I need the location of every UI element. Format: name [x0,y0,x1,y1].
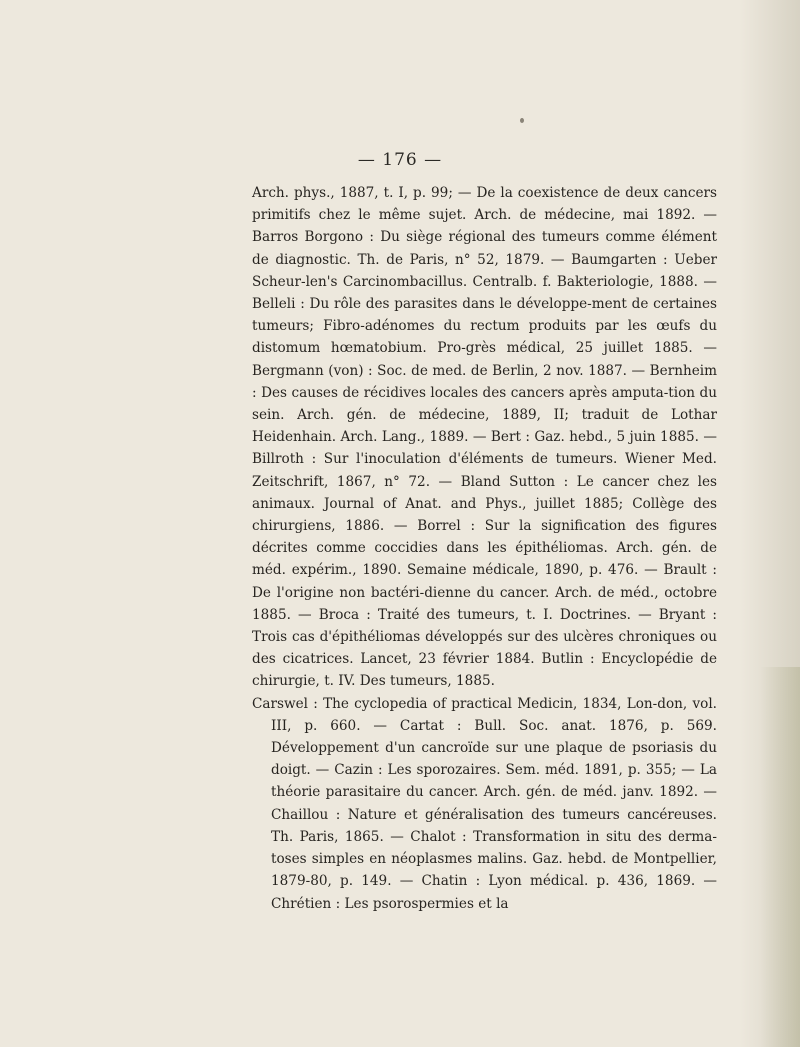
bibliography-paragraph-1: Arch. phys., 1887, t. I, p. 99; — De la coexistence de deux cancers primitifs chez le même sujet. Arch. de médecine, mai 1892. — Barros Borgono : Du siège régional des tumeurs comme élément de diagnostic. Th. de Paris, n° 52, 1879. — Baumgarten : Ueber Scheur-len's Carcinombacillus. Centralb. f. Bakteriologie, 1888. — Belleli : Du rôle des parasites dans le développe-ment de certaines tumeurs; Fibro-adénomes du rectum produits par les œufs du distomum hœmatobium. Pro-grès médical, 25 juillet 1885. — Bergmann (von) : Soc. de med. de Berlin, 2 nov. 1887. — Bernheim : Des causes de récidives locales des cancers après amputa-tion du sein. Arch. gén. de médecine, 1889, II; traduit de Lothar Heidenhain. Arch. Lang., 1889. — Bert : Gaz. hebd., 5 juin 1885. — Billroth : Sur l'inoculation d'éléments de tumeurs. Wiener Med. Zeitschrift, 1867, n° 72. — Bland Sutton : Le cancer chez les animaux. Journal of Anat. and Phys., juillet 1885; Collège des chirurgiens, 1886. — Borrel : Sur la signification des figures décrites comme coccidies dans les épithéliomas. Arch. gén. de méd. expérim., 1890. Semaine médicale, 1890, p. 476. — Brault : De l'origine non bactéri-dienne du cancer. Arch. de méd., octobre 1885. — Broca : Traité des tumeurs, t. I. Doctrines. — Bryant : Trois cas d'épithéliomas développés sur des ulcères chroniques ou des cicatrices. Lancet, 23 février 1884. Butlin : Encyclopédie de chirurgie, t. IV. Des tumeurs, 1885. [252,185,717,690]
page-edge-stain [760,667,800,1047]
page-number: — 176 — [357,150,443,170]
bibliography-paragraph-2: Carswel : The cyclopedia of practical Medicin, 1834, Lon-don, vol. III, p. 660. — Cartat : Bull. Soc. anat. 1876, p. 569. Développement d'un cancroïde sur une plaque de psoriasis du doigt. — Cazin : Les sporozaires. Sem. méd. 1891, p. 355; — La théorie parasitaire du cancer. Arch. gén. de méd. janv. 1892. — Chaillou : Nature et généralisation des tumeurs cancéreuses. Th. Paris, 1865. — Chalot : Transformation in situ des derma-toses simples en néoplasmes malins. Gaz. hebd. de Montpellier, 1879-80, p. 149. — Chatin : Lyon médical. p. 436, 1869. — Chrétien : Les psorospermies et la [252,695,717,912]
paper-speck [520,118,524,123]
bibliography-text [252,182,717,915]
